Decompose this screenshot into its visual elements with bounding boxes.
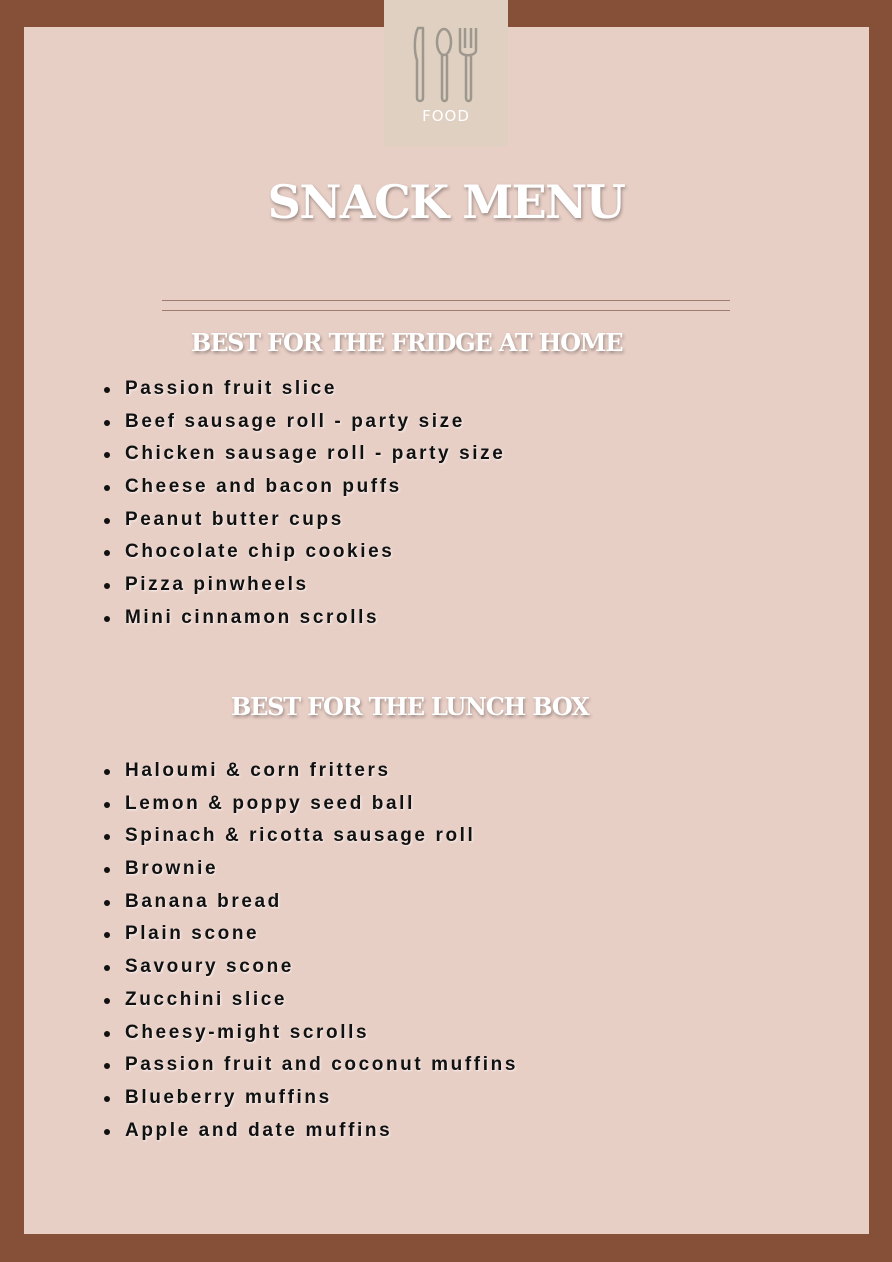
list-item: Passion fruit slice: [104, 373, 505, 406]
section-heading-fridge: BEST FOR THE FRIDGE AT HOME: [191, 328, 623, 357]
page-title: SNACK MENU: [267, 175, 625, 229]
list-item: Passion fruit and coconut muffins: [104, 1049, 518, 1082]
list-item: Beef sausage roll - party size: [104, 406, 505, 439]
list-item: Pizza pinwheels: [104, 569, 505, 602]
list-item: Banana bread: [104, 886, 518, 919]
food-logo: [384, 0, 508, 146]
list-item: Zucchini slice: [104, 984, 518, 1017]
list-item: Lemon & poppy seed ball: [104, 788, 518, 821]
logo-label: FOOD: [422, 107, 470, 125]
list-item: Savoury scone: [104, 951, 518, 984]
divider-line: [162, 300, 730, 301]
list-item: Haloumi & corn fritters: [104, 755, 518, 788]
list-item: Mini cinnamon scrolls: [104, 602, 505, 635]
section-heading-lunchbox: BEST FOR THE LUNCH BOX: [231, 692, 589, 721]
list-item: Cheesy-might scrolls: [104, 1017, 518, 1050]
divider-line: [162, 310, 730, 311]
list-item: Peanut butter cups: [104, 504, 505, 537]
list-item: Plain scone: [104, 918, 518, 951]
lunchbox-items-list: [104, 755, 518, 1147]
list-item: Brownie: [104, 853, 518, 886]
fridge-items-list: [104, 373, 505, 635]
list-item: Chicken sausage roll - party size: [104, 438, 505, 471]
cutlery-icon: [412, 26, 480, 104]
list-item: Spinach & ricotta sausage roll: [104, 820, 518, 853]
list-item: Apple and date muffins: [104, 1115, 518, 1148]
list-item: Cheese and bacon puffs: [104, 471, 505, 504]
list-item: Chocolate chip cookies: [104, 536, 505, 569]
list-item: Blueberry muffins: [104, 1082, 518, 1115]
